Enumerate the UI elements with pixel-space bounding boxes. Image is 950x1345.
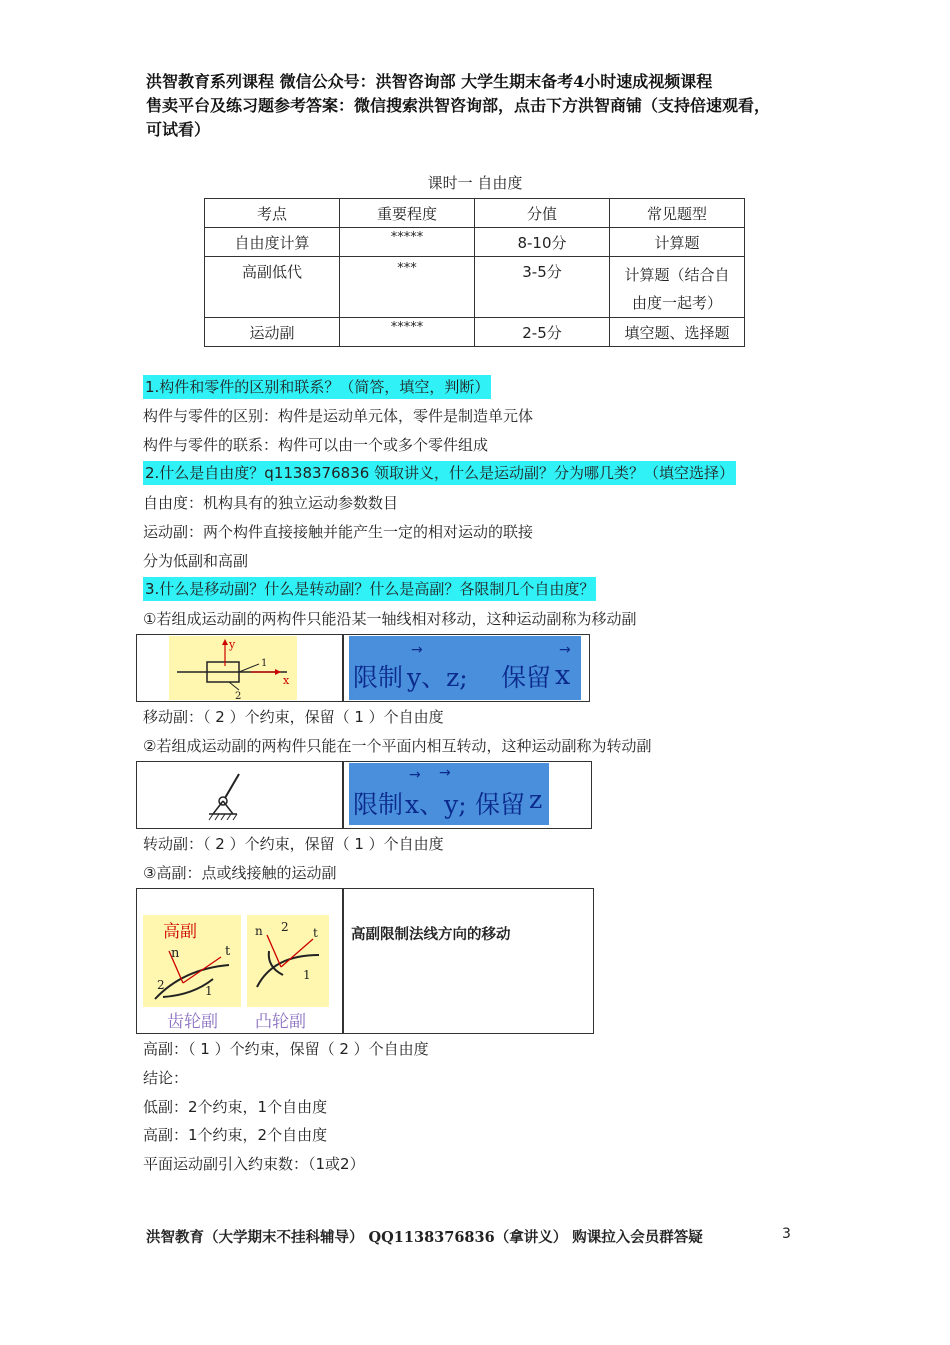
table-cell: 计算题 bbox=[610, 228, 745, 257]
keep-var: z bbox=[529, 785, 543, 814]
higher-pair-description: ③高副：点或线接触的运动副 bbox=[143, 864, 337, 882]
higher-pair-note: 高副限制法线方向的移动 bbox=[351, 927, 511, 943]
gear-pair-caption: 齿轮副 bbox=[167, 1012, 218, 1032]
table-header-cell: 分值 bbox=[475, 199, 610, 228]
keep-label: 保留 bbox=[501, 663, 552, 692]
limit-label: 限制 bbox=[353, 790, 404, 819]
table-cell: 填空题、选择题 bbox=[610, 318, 745, 347]
conclusion-title: 结论： bbox=[143, 1069, 189, 1087]
table-cell: *** bbox=[340, 257, 475, 318]
higher-pair-diagram bbox=[143, 915, 339, 1033]
higher-pair-result: 高副：（ 1 ）个约束，保留（ 2 ）个自由度 bbox=[143, 1040, 429, 1058]
document-header bbox=[146, 70, 826, 142]
revolute-pair-result: 转动副：（ 2 ）个约束，保留（ 1 ）个自由度 bbox=[143, 835, 444, 853]
prismatic-constraint-box: 限制 → y、z; 保留 → x bbox=[349, 636, 581, 700]
table-header-cell: 重要程度 bbox=[340, 199, 475, 228]
header-line-2: 售卖平台及练习题参考答案：微信搜索洪智咨询部，点击下方洪智商铺（支持倍速观看， bbox=[146, 96, 771, 115]
revolute-pair-figure-box bbox=[136, 761, 592, 829]
header-line-3: 可试看） bbox=[146, 120, 211, 139]
tangent-label: t bbox=[225, 944, 231, 959]
answer-text: 构件与零件的区别：构件是运动单元体，零件是制造单元体 bbox=[143, 407, 534, 425]
conclusion-low-pair: 低副：2个约束，1个自由度 bbox=[143, 1098, 328, 1116]
axis-label-x: x bbox=[283, 674, 290, 687]
higher-pair-figure-box bbox=[136, 888, 594, 1034]
conclusion-high-pair: 高副：1个约束，2个自由度 bbox=[143, 1126, 328, 1144]
part-label-1: 1 bbox=[261, 658, 268, 669]
axis-label-y: y bbox=[229, 638, 236, 651]
table-cell: 3-5分 bbox=[475, 257, 610, 318]
prismatic-pair-description: ①若组成运动副的两构件只能沿某一轴线相对移动，这种运动副称为移动副 bbox=[143, 610, 637, 628]
table-cell: 8-10分 bbox=[475, 228, 610, 257]
part-label-2: 2 bbox=[157, 978, 165, 992]
part-label-2: 2 bbox=[281, 920, 289, 934]
table-cell-line: 由度一起考） bbox=[631, 294, 722, 312]
part-label-1: 1 bbox=[303, 968, 311, 982]
question-1: 1.构件和零件的区别和联系？（简答，填空，判断） bbox=[143, 375, 491, 399]
table-header-cell: 考点 bbox=[205, 199, 340, 228]
part-label-2: 2 bbox=[235, 691, 242, 700]
table-cell: ***** bbox=[340, 318, 475, 347]
page-footer: 洪智教育（大学期末不挂科辅导） QQ1138376836（拿讲义） 购课拉入会员群答疑 bbox=[146, 1229, 703, 1246]
table-cell: ***** bbox=[340, 228, 475, 257]
question-3: 3.什么是移动副？什么是转动副？什么是高副？各限制几个自由度？ bbox=[143, 577, 596, 601]
limit-label: 限制 bbox=[353, 663, 404, 692]
higher-pair-title: 高副 bbox=[163, 922, 197, 942]
prismatic-pair-result: 移动副：（ 2 ）个约束，保留（ 1 ）个自由度 bbox=[143, 708, 444, 726]
keep-label: 保留 bbox=[475, 790, 526, 819]
exam-points-table bbox=[204, 198, 745, 347]
prismatic-pair-diagram bbox=[169, 636, 297, 700]
answer-text: 构件与零件的联系：构件可以由一个或多个零件组成 bbox=[143, 436, 489, 454]
constraint-vars: y、z; bbox=[407, 663, 468, 692]
keep-var: x bbox=[555, 660, 571, 691]
lesson-title: 课时一 自由度 bbox=[427, 174, 523, 192]
question-2: 2.什么是自由度？q1138376836 领取讲义，什么是运动副？分为哪几类？（填空选择） bbox=[143, 461, 736, 485]
tangent-label: t bbox=[313, 926, 318, 940]
normal-label: n bbox=[255, 924, 263, 938]
answer-text: 运动副：两个构件直接接触并能产生一定的相对运动的联接 bbox=[143, 523, 534, 541]
prismatic-pair-figure-box bbox=[136, 634, 590, 702]
table-header-cell: 常见题型 bbox=[610, 199, 745, 228]
table-cell bbox=[610, 257, 745, 318]
revolute-pair-description: ②若组成运动副的两构件只能在一个平面内相互转动，这种运动副称为转动副 bbox=[143, 737, 652, 755]
normal-label: n bbox=[171, 946, 180, 961]
page-number: 3 bbox=[782, 1226, 791, 1242]
constraint-vars: x、y; bbox=[405, 790, 467, 819]
conclusion-planar: 平面运动副引入约束数：（1或2） bbox=[143, 1155, 365, 1173]
revolute-constraint-box: 限制 → → x、y; 保留 z bbox=[349, 763, 549, 825]
cam-pair-caption: 凸轮副 bbox=[255, 1012, 306, 1032]
table-cell-line: 计算题（结合自 bbox=[624, 266, 730, 284]
part-label-1: 1 bbox=[205, 984, 213, 998]
table-cell: 自由度计算 bbox=[205, 228, 340, 257]
table-cell: 2-5分 bbox=[475, 318, 610, 347]
table-cell: 高副低代 bbox=[205, 257, 340, 318]
revolute-joint-icon bbox=[201, 770, 251, 822]
answer-text: 自由度：机构具有的独立运动参数数目 bbox=[143, 494, 399, 512]
answer-text: 分为低副和高副 bbox=[143, 552, 249, 570]
table-cell: 运动副 bbox=[205, 318, 340, 347]
header-line-1: 洪智教育系列课程 微信公众号：洪智咨询部 大学生期末备考4小时速成视频课程 bbox=[146, 72, 713, 91]
